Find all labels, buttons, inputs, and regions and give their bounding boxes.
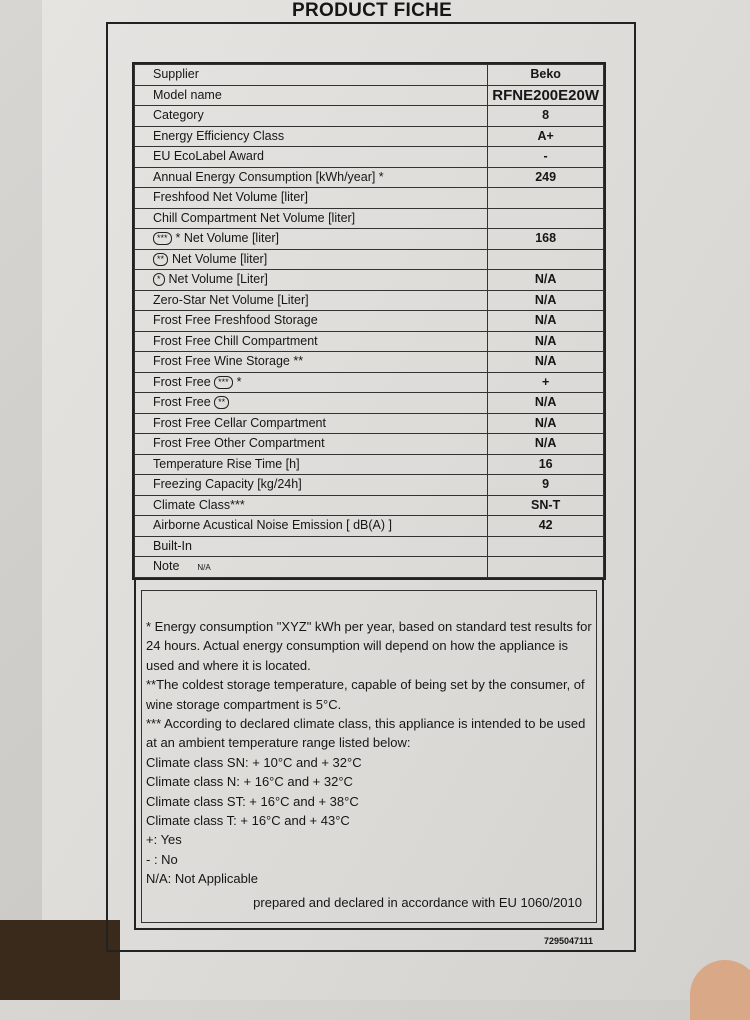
table-row [135,372,604,393]
row-value: 168 [488,229,604,250]
row-label [135,106,488,127]
row-label-text: Temperature Rise Time [h] [153,456,300,471]
row-label-text: Climate Class*** [153,497,245,512]
row-value: N/A [488,270,604,291]
row-label [135,311,488,332]
row-label-text: Airborne Acustical Noise Emission [ dB(A) ] [153,518,392,533]
row-label [135,229,488,250]
table-row [135,167,604,188]
row-label-text: Frost Free [153,395,211,410]
note-line: * Energy consumption "XYZ" kWh per year, based on standard test results for [146,619,592,634]
row-value [488,557,604,578]
table-row [135,475,604,496]
row-value: N/A [488,393,604,414]
table-row [135,85,604,106]
row-label [135,290,488,311]
row-value: N/A [488,290,604,311]
row-label [135,249,488,270]
row-label [135,85,488,106]
note-line: wine storage compartment is 5°C. [146,696,342,712]
row-value: + [488,372,604,393]
star-rating-icon: ** [214,396,229,409]
row-label [135,475,488,496]
row-label [135,65,488,86]
table-row [135,270,604,291]
row-label [135,126,488,147]
note-line: at an ambient temperature range listed below: [146,735,411,751]
row-label [135,434,488,455]
row-label-text: Frost Free Wine Storage ** [153,354,304,369]
table-row [135,557,604,578]
row-label [135,495,488,516]
table-row [135,65,604,86]
row-label-text: Chill Compartment Net Volume [liter] [153,210,356,225]
table-row [135,249,604,270]
row-label [135,147,488,168]
table-row [135,454,604,475]
row-label-text: Frost Free [153,374,211,389]
note-value: N/A [197,563,211,572]
star-rating-icon: * [153,273,165,286]
row-value: Beko [488,65,604,86]
row-value: 9 [488,475,604,496]
table-row [135,126,604,147]
note-line: Climate class ST: + 16°C and + 38°C [146,793,359,809]
note-line: Climate class SN: + 10°C and + 32°C [146,754,362,770]
note-line: **The coldest storage temperature, capable of being set by the consumer, of [146,677,585,693]
row-label [135,188,488,209]
row-label-text: Zero-Star Net Volume [Liter] [153,292,309,307]
notes-box [141,590,597,923]
row-label-text: Freezing Capacity [kg/24h] [153,477,302,492]
row-value: N/A [488,413,604,434]
row-value: N/A [488,331,604,352]
row-value: - [488,147,604,168]
row-value: A+ [488,126,604,147]
row-label [135,413,488,434]
row-value: N/A [488,311,604,332]
row-label-text: * Net Volume [liter] [175,231,280,246]
table-row [135,147,604,168]
row-value: 249 [488,167,604,188]
row-label-text: Frost Free Chill Compartment [153,333,318,348]
row-label [135,167,488,188]
table-row [135,495,604,516]
table-row [135,229,604,250]
document-code: 7295047111 [544,936,594,946]
row-label-text: Frost Free Freshfood Storage [153,313,318,328]
row-value: RFNE200E20W [488,85,604,106]
row-value: 42 [488,516,604,537]
note-line: - : No [146,851,178,867]
row-label-text: Frost Free Cellar Compartment [153,415,326,430]
note-line: used and where it is located. [146,657,311,673]
star-rating-icon: *** [153,232,172,245]
row-label-text: Model name [153,87,222,102]
row-label [135,372,488,393]
row-label-text: Category [153,108,204,123]
spec-table [134,64,604,578]
row-label-text: Net Volume [Liter] [168,272,268,287]
notes-frame [134,578,604,930]
table-row [135,311,604,332]
page-title: PRODUCT FICHE [292,0,453,21]
table-row [135,208,604,229]
row-label-suffix: * [236,374,242,389]
row-value [488,536,604,557]
row-label-text: Energy Efficiency Class [153,128,285,143]
row-label [135,393,488,414]
row-label [135,270,488,291]
star-rating-icon: ** [153,253,168,266]
note-line: Climate class N: + 16°C and + 32°C [146,774,353,790]
row-value: 16 [488,454,604,475]
row-value: SN-T [488,495,604,516]
prepared-statement: prepared and declared in accordance with EU 1060/2010 [253,894,582,910]
note-line: *** According to declared climate class, this appliance is intended to be used [146,716,586,732]
table-row [135,393,604,414]
row-value [488,188,604,209]
row-label-text: Net Volume [liter] [172,251,268,266]
table-row [135,352,604,373]
table-row [135,516,604,537]
row-label-text: Frost Free Other Compartment [153,436,325,451]
row-label [135,331,488,352]
row-label [135,352,488,373]
row-value: 8 [488,106,604,127]
note-line: 24 hours. Actual energy consumption will depend on how the appliance is [146,638,569,654]
row-label-text: Built-In [153,538,192,553]
desk-background [0,920,120,1000]
row-value [488,249,604,270]
row-label [135,557,488,578]
table-row [135,290,604,311]
note-line: +: Yes [146,832,182,848]
table-row [135,331,604,352]
row-value [488,208,604,229]
table-row [135,413,604,434]
row-label-text: EU EcoLabel Award [153,149,264,164]
note-line: N/A: Not Applicable [146,871,259,887]
table-row [135,434,604,455]
table-row [135,188,604,209]
row-label-text: Supplier [153,67,199,82]
note-line: Climate class T: + 16°C and + 43°C [146,813,350,829]
table-row [135,536,604,557]
row-label [135,536,488,557]
row-value: N/A [488,434,604,455]
row-value: N/A [488,352,604,373]
table-row [135,106,604,127]
row-label [135,454,488,475]
star-rating-icon: *** [214,376,233,389]
row-label-text: Annual Energy Consumption [kWh/year] * [153,169,384,184]
row-label-text: Freshfood Net Volume [liter] [153,190,308,205]
row-label [135,208,488,229]
row-label-text: Note [153,559,180,573]
row-label [135,516,488,537]
